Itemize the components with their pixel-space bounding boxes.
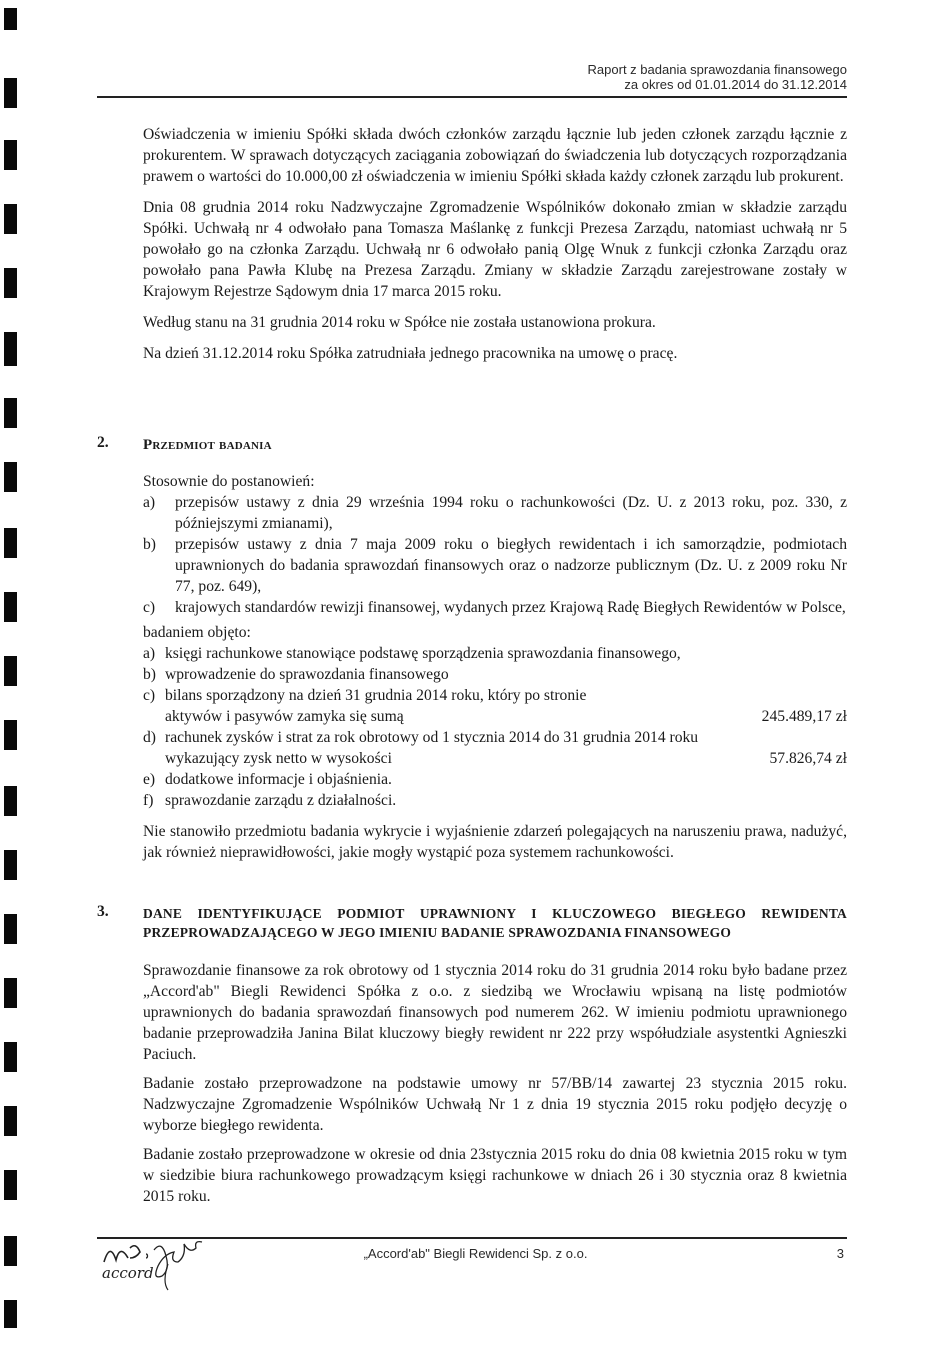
header-period: za okres od 01.01.2014 do 31.12.2014 [624, 77, 847, 92]
scan-mark [4, 786, 17, 816]
scope-item-balance-sheet [143, 685, 847, 727]
list-label: f) [143, 792, 154, 809]
list-text: bilans sporządzony na dzień 31 grudnia 2014 roku, który po stronie [165, 687, 587, 704]
list-label: d) [143, 729, 156, 746]
list-text: krajowych standardów rewizji finansowej, wydanych przez Krajową Radę Biegłych Rewidentów w Polsce, [175, 599, 846, 616]
section-3-title: DANE IDENTYFIKUJĄCE PODMIOT UPRAWNIONY I KLUCZOWEGO BIEGŁEGO REWIDENTA PRZEPROWADZAJĄCEGO W JEGO IMIENIU BADANIE SPRAWOZDANIA FINANSOWEGO [143, 906, 847, 940]
paragraph-contract: Badanie zostało przeprowadzone na podstawie umowy nr 57/BB/14 zawartej 23 stycznia 2015 roku. Nadzwyczajne Zgromadzenie Wspólników Uchwałą Nr 1 z dnia 19 stycznia 2015 roku podjęło decyzję o wyborze biegłego rewidenta. [143, 1075, 847, 1134]
scan-mark [4, 8, 17, 30]
scan-mark [4, 914, 17, 944]
list-label: b) [143, 666, 156, 683]
page-header [588, 62, 847, 92]
list-label: a) [143, 645, 156, 662]
scan-mark [4, 204, 17, 234]
section-2-title: Przedmiot badania [143, 437, 272, 453]
scan-mark [4, 78, 17, 108]
basis-item [143, 597, 847, 618]
balance-total-amount: 245.489,17 zł [761, 708, 847, 725]
scan-mark [4, 656, 17, 686]
scan-mark [4, 462, 17, 492]
list-label: b) [143, 536, 156, 553]
list-text: przepisów ustawy z dnia 7 maja 2009 roku o biegłych rewidentach i ich samorządzie, podmiotach uprawnionych do badania sprawozdań finansowych oraz o nadzorze publicznym (Dz. U. z 2009 roku Nr 77, poz. 649), [175, 536, 847, 595]
logo-text: accord [102, 1264, 154, 1282]
page-number: 3 [836, 1246, 844, 1261]
scan-mark [4, 1170, 17, 1200]
basis-item [143, 534, 847, 597]
scan-mark [4, 140, 17, 170]
section-3-body [143, 960, 847, 1207]
scan-mark [4, 850, 17, 880]
header-divider [97, 96, 847, 98]
scope-item [143, 769, 847, 790]
scan-edge-marks [0, 0, 20, 1345]
list-text: sprawozdanie zarządu z działalności. [165, 792, 397, 809]
paragraph-audit-period: Badanie zostało przeprowadzone w okresie od dnia 23stycznia 2015 roku do dnia 08 kwietnia 2015 roku w tym w siedzibie biura rachunkowego prowadzącym księgi rachunkowe w dniach 26 i 30 stycznia oraz 8 kwietnia 2015 roku. [143, 1146, 847, 1205]
scope-item-income-statement [143, 727, 847, 769]
scan-mark [4, 978, 17, 1008]
section-2-number: 2. [97, 434, 109, 451]
footer-company: „Accord'ab" Biegli Rewidenci Sp. z o.o. [363, 1246, 588, 1261]
list-label: c) [143, 687, 156, 704]
scan-mark [4, 268, 17, 298]
scope-item [143, 643, 847, 664]
list-text: aktywów i pasywów zamyka się sumą [165, 708, 404, 725]
scan-mark [4, 1300, 17, 1328]
basis-item [143, 492, 847, 534]
basis-lead: Stosownie do postanowień: [143, 473, 315, 490]
scan-mark [4, 1042, 17, 1072]
list-text: rachunek zysków i strat za rok obrotowy od 1 stycznia 2014 do 31 grudnia 2014 roku [165, 729, 699, 746]
scan-mark [4, 398, 17, 428]
list-text: przepisów ustawy z dnia 29 września 1994 roku o rachunkowości (Dz. U. z 2013 roku, poz. 330, z późniejszymi zmianami), [175, 494, 847, 532]
scan-mark [4, 528, 17, 558]
net-profit-amount: 57.826,74 zł [769, 750, 847, 767]
section-2-body [143, 471, 847, 863]
accord-logo-signature [100, 1234, 220, 1296]
list-text: wprowadzenie do sprawozdania finansowego [165, 666, 449, 683]
paragraph-proxy: Według stanu na 31 grudnia 2014 roku w Spółce nie została ustanowiona prokura. [143, 314, 656, 331]
list-text: księgi rachunkowe stanowiące podstawę sporządzenia sprawozdania finansowego, [165, 645, 681, 662]
list-label: a) [143, 494, 156, 511]
paragraph-auditor: Sprawozdanie finansowe za rok obrotowy od 1 stycznia 2014 roku do 31 grudnia 2014 roku było badane przez „Accord'ab" Biegli Rewidenci Spółka z o.o. z siedzibą we Wrocławiu wpisaną na listę podmiotów uprawnionych do badania sprawozdań finansowych pod numerem 262. W imieniu podmiotu uprawnionego badanie przeprowadziła Janina Bilat kluczowy biegły rewident nr 222 przy współudziale asystentki Agnieszki Paciuch. [143, 962, 847, 1063]
paragraph-employment: Na dzień 31.12.2014 roku Spółka zatrudniała jednego pracownika na umowę o pracę. [143, 345, 678, 362]
paragraph-board-changes: Dnia 08 grudnia 2014 roku Nadzwyczajne Zgromadzenie Wspólników dokonało zmian w składzie zarządu Spółki. Uchwałą nr 4 odwołało pana Tomasza Maślankę z funkcji Prezesa Zarządu, natomiast uchwałą nr 5 powołało go na członka Zarządu. Uchwałą nr 6 odwołało panią Olgę Wnuk z funkcji członka Zarządu oraz powołało pana Pawła Klubę na Prezesa Zarządu. Zmiany w składzie Zarządu zarejestrowane zostały w Krajowym Rejestrze Sądowym dnia 17 marca 2015 roku. [143, 199, 847, 300]
scope-item [143, 664, 847, 685]
list-label: e) [143, 771, 156, 788]
paragraph-representation: Oświadczenia w imieniu Spółki składa dwóch członków zarządu łącznie lub jeden członek zarządu łącznie z prokurentem. W sprawach dotyczących zaciągania zobowiązań do świadczenia lub dotyczących rozporządzania prawem o wartości do 10.000,00 zł oświadczenia w imieniu Spółki składa każdy członek zarządu lub prokurent. [143, 126, 847, 185]
paragraph-exclusions: Nie stanowiło przedmiotu badania wykrycie i wyjaśnienie zdarzeń polegających na naruszeniu prawa, nadużyć, jak również nieprawidłowości, jakie mogły wystąpić poza systemem rachunkowości. [143, 823, 847, 861]
intro-block [143, 124, 847, 364]
scan-mark [4, 592, 17, 622]
scan-mark [4, 1106, 17, 1136]
scope-lead: badaniem objęto: [143, 624, 251, 641]
list-label: c) [143, 599, 156, 616]
header-title: Raport z badania sprawozdania finansowego [587, 62, 847, 77]
scan-mark [4, 720, 17, 750]
section-3-number: 3. [97, 903, 109, 920]
list-text: wykazujący zysk netto w wysokości [165, 750, 392, 767]
list-text: dodatkowe informacje i objaśnienia. [165, 771, 392, 788]
scan-mark [4, 332, 17, 366]
scope-item [143, 790, 847, 811]
